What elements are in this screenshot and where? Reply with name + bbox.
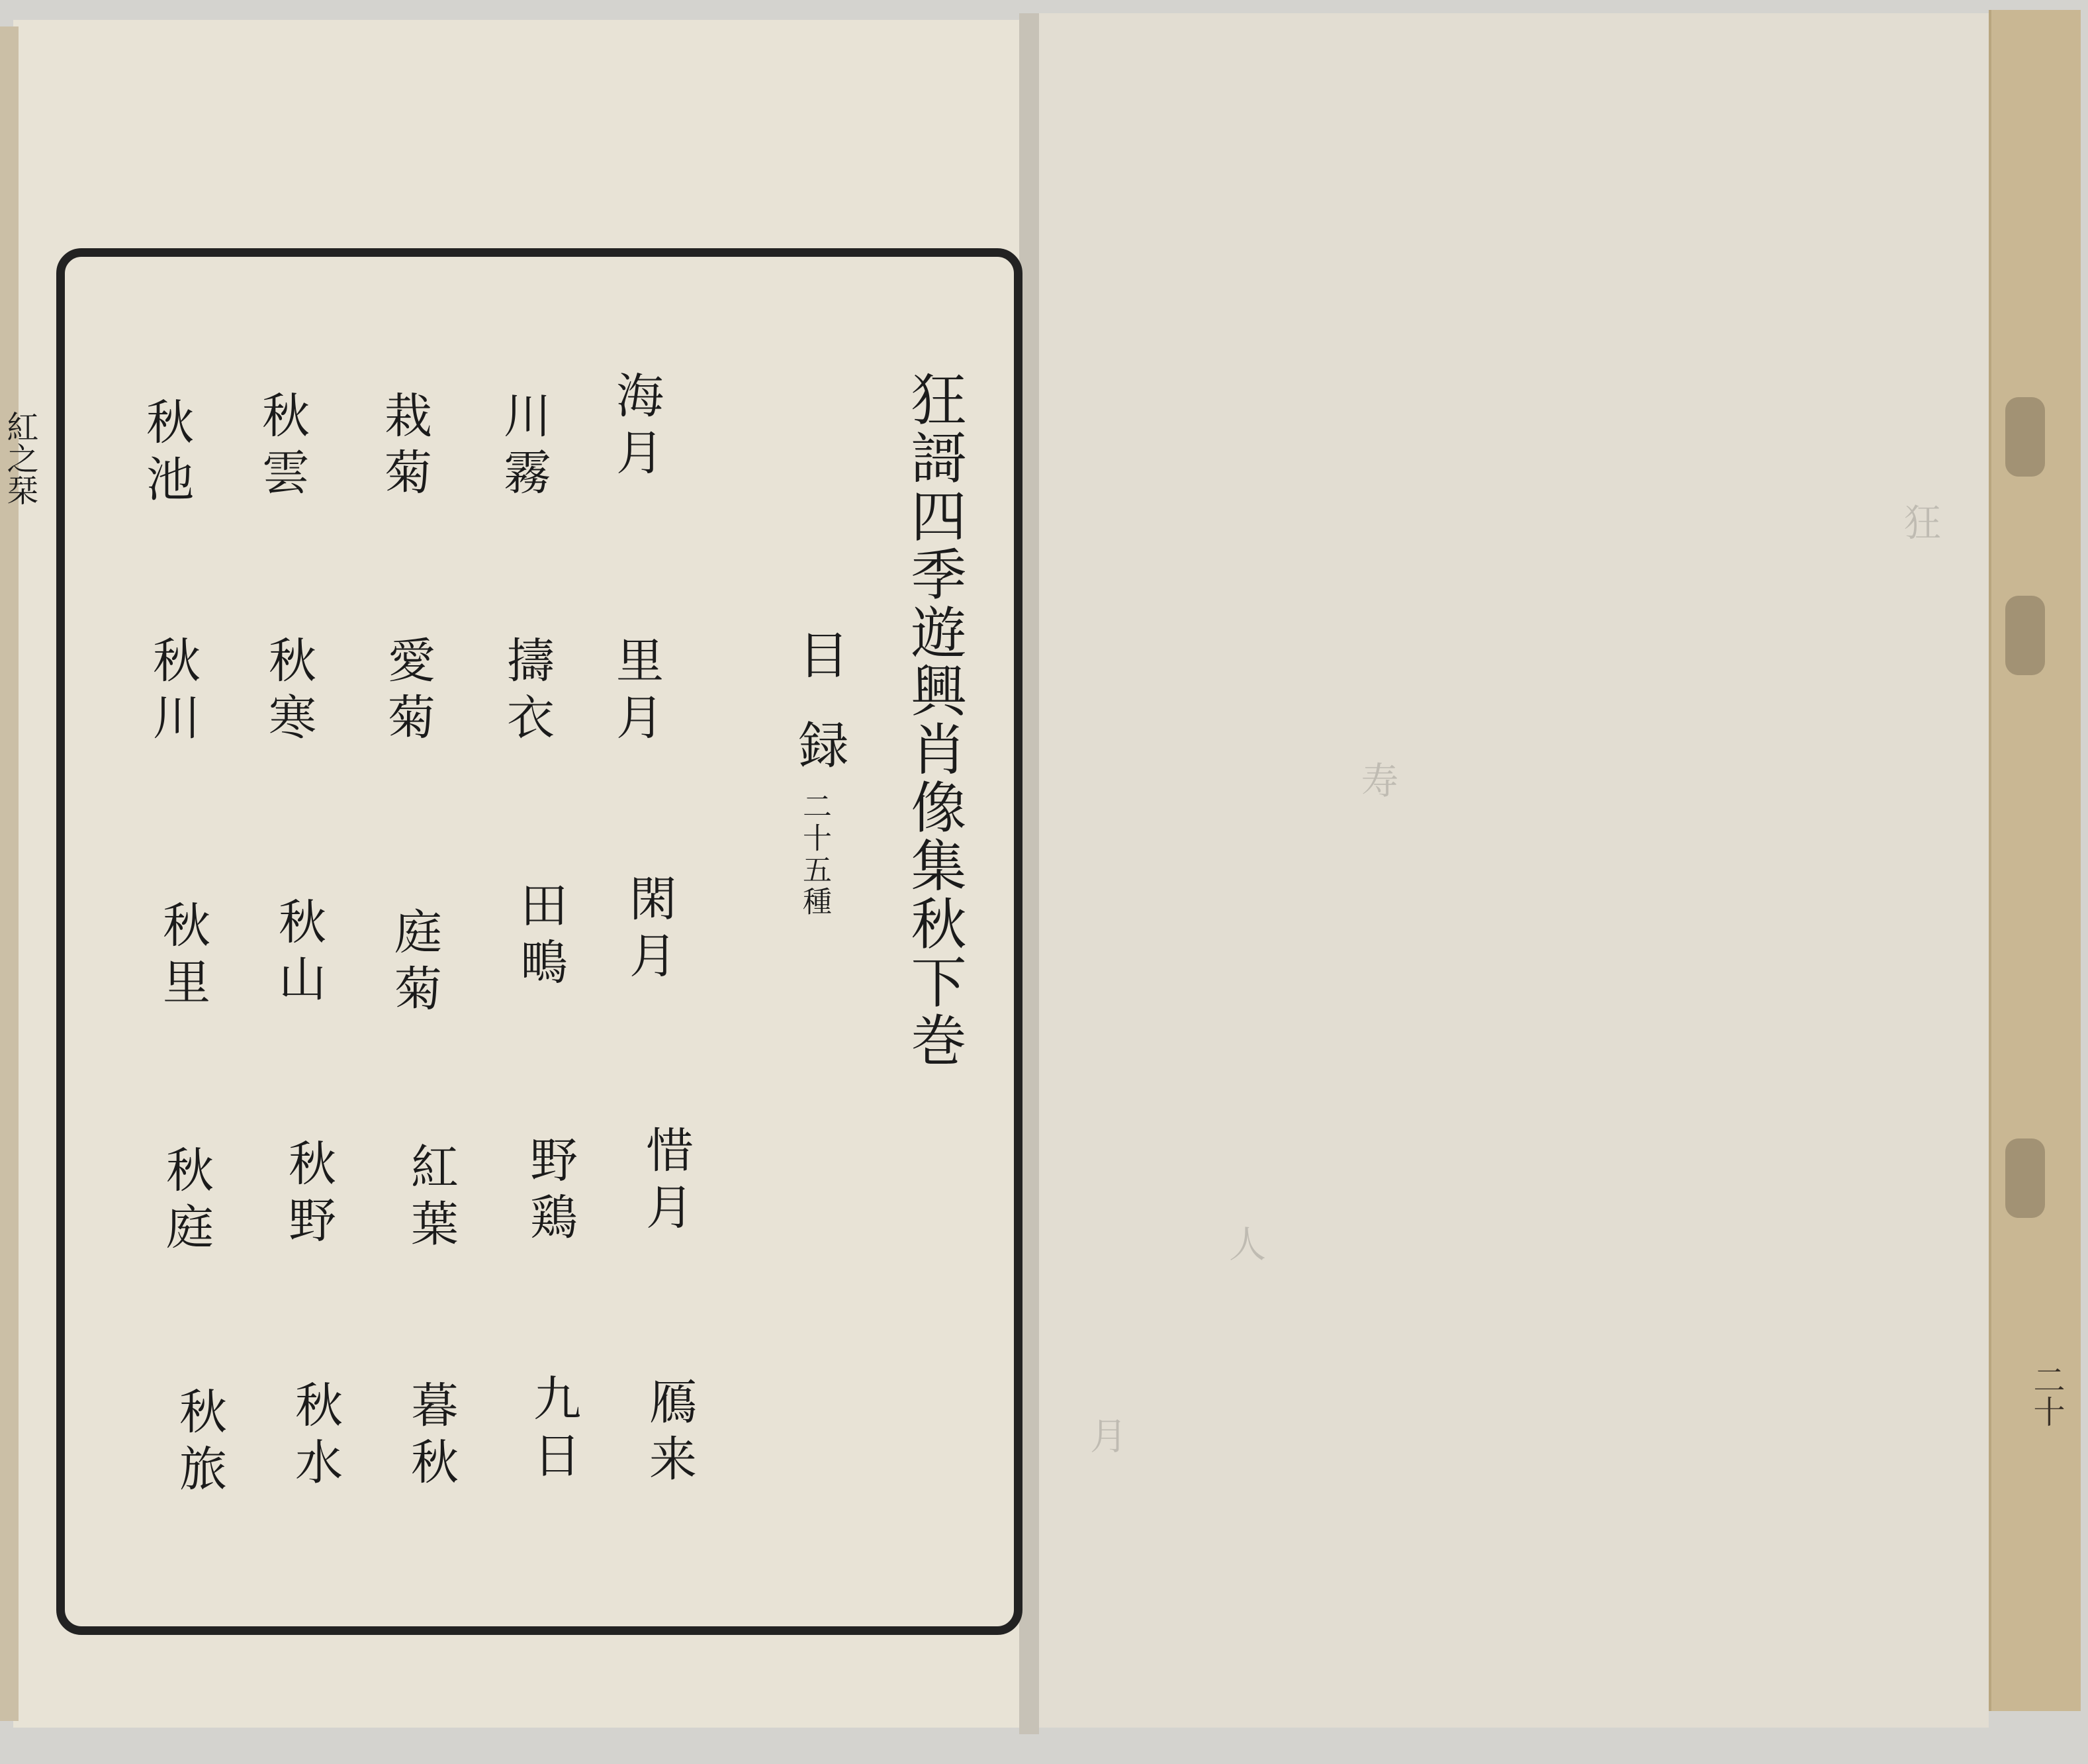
left-fore-edge [0,26,19,1721]
right-fore-edge [1989,10,2081,1711]
fore-edge-label: 二十 [2028,1364,2065,1427]
toc-entry: 閑月 [621,874,677,988]
toc-entry: 里月 [608,635,664,749]
show-through-text: 寿 [1355,761,1398,805]
book-title: 狂謌四季遊興肖像集秋下巻 [902,371,967,1070]
toc-entry: 庭菊 [386,907,442,1021]
toc-entry: 栽菊 [377,391,432,504]
toc-entry: 秋寒 [261,635,316,749]
toc-heading: 目録 [790,629,849,809]
toc-entry: 秋川 [145,635,201,749]
ink-stain [2005,397,2045,477]
toc-entry: 秋旅 [171,1387,227,1501]
toc-entry: 秋山 [271,897,326,1011]
toc-entry: 惜月 [638,1125,694,1239]
toc-entry: 鴈来 [641,1377,697,1491]
toc-entry: 擣衣 [499,635,555,749]
toc-entry: 秋水 [287,1380,343,1494]
show-through-text: 月 [1084,1416,1127,1460]
toc-entry: 秋庭 [158,1145,214,1259]
toc-entry: 秋池 [138,397,194,511]
ink-stain [2005,596,2045,675]
toc-entry: 秋雲 [254,391,310,504]
toc-entry: 九日 [525,1373,581,1487]
ink-stain [2005,1138,2045,1218]
toc-entry: 秋里 [155,900,210,1014]
entry-count: 二十五種 [797,791,831,918]
toc-entry: 海月 [608,371,664,485]
toc-entry: 紅葉 [403,1142,459,1256]
toc-entry: 川霧 [496,391,551,504]
toc-entry: 暮秋 [403,1380,459,1494]
toc-entry: 田鴫 [512,880,568,994]
toc-entry: 秋野 [281,1138,336,1252]
show-through-text: 人 [1223,1225,1266,1268]
show-through-text: 狂 [1898,503,1941,547]
toc-entry: 野鶏 [522,1135,578,1249]
spine-label: 紅之栞 [1,410,38,506]
right-page [1036,13,1989,1728]
toc-entry: 愛菊 [380,635,435,749]
